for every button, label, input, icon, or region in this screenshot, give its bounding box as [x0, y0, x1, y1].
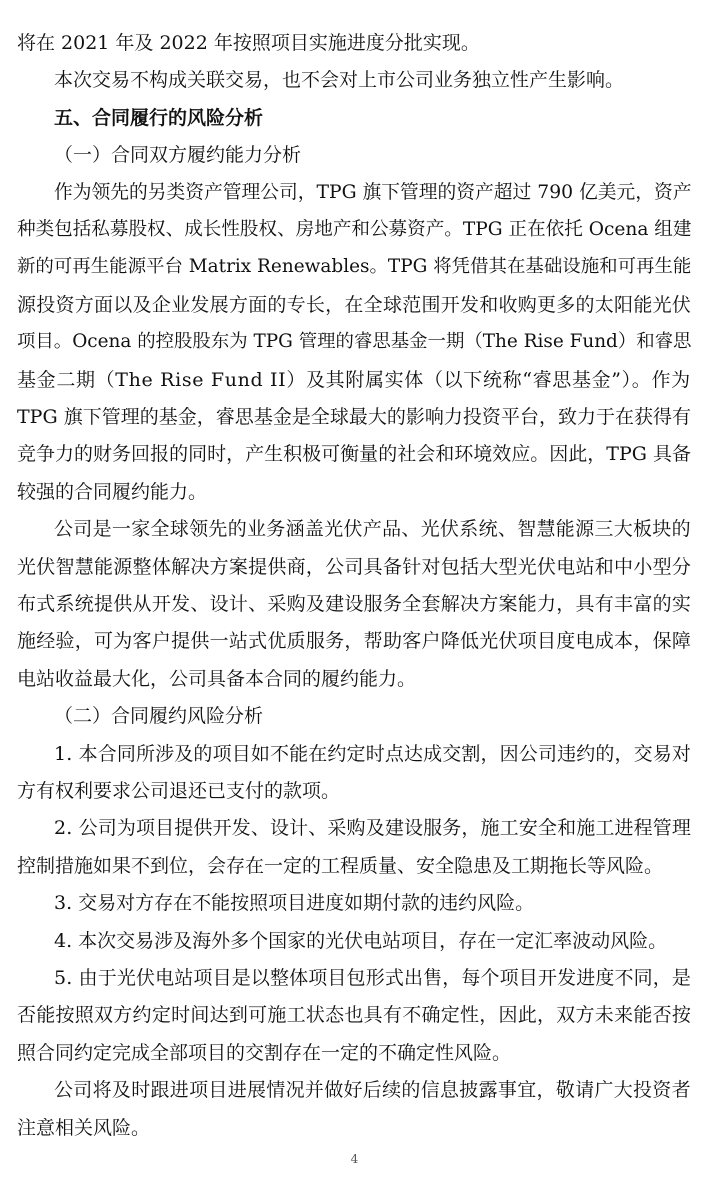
text-line: 2. 公司为项目提供开发、设计、采购及建设服务，施工安全和施工进程管理: [54, 817, 692, 839]
text-line: 公司将及时跟进项目进展情况并做好后续的信息披露事宜，敬请广大投资者: [54, 1079, 691, 1101]
text-line: 将在 2021 年及 2022 年按照项目实施进度分批实现。: [17, 32, 480, 54]
text-line: 源投资方面以及企业发展方面的专长，在全球范围开发和收购更多的太阳能光伏: [17, 294, 692, 316]
text-line: 照合同约定完成全部项目的交割存在一定的不确定性风险。: [17, 1042, 512, 1064]
text-line: 布式系统提供从开发、设计、采购及建设服务全套解决方案能力，具有丰富的实: [17, 593, 692, 615]
text-line: 5. 由于光伏电站项目是以整体项目包形式出售，每个项目开发进度不同，是: [54, 967, 692, 989]
text-line: 较强的合同履约能力。: [17, 481, 208, 503]
text-line: 施经验，可为客户提供一站式优质服务，帮助客户降低光伏项目度电成本，保障: [17, 630, 692, 652]
text-line: 基金二期（The Rise Fund II）及其附属实体（以下统称“睿思基金”）。作为: [17, 369, 691, 391]
text-line: （二）合同履约风险分析: [54, 705, 264, 727]
text-line: 1. 本合同所涉及的项目如不能在约定时点达成交割，因公司违约的，交易对: [54, 743, 692, 765]
text-line: 光伏智慧能源整体解决方案提供商，公司具备针对包括大型光伏电站和中小型分: [17, 556, 692, 578]
page-number: 4: [350, 1152, 359, 1166]
text-line: 竞争力的财务回报的同时，产生积极可衡量的社会和环境效应。因此，TPG 具备: [17, 443, 692, 465]
text-line: 控制措施如果不到位，会存在一定的工程质量、安全隐患及工期拖长等风险。: [17, 855, 664, 877]
text-line: 公司是一家全球领先的业务涵盖光伏产品、光伏系统、智慧能源三大板块的: [54, 518, 691, 540]
text-line: 否能按照双方约定时间达到可施工状态也具有不确定性，因此，双方未来能否按: [17, 1004, 692, 1026]
text-line: 方有权利要求公司退还已支付的款项。: [17, 780, 341, 802]
text-line: 注意相关风险。: [17, 1117, 151, 1139]
text-line: 新的可再生能源平台 Matrix Renewables。TPG 将凭借其在基础设施和可再生能: [17, 256, 692, 277]
text-line: TPG 旗下管理的基金，睿思基金是全球最大的影响力投资平台，致力于在获得有: [17, 406, 692, 428]
text-line: 电站收益最大化，公司具备本合同的履约能力。: [17, 668, 417, 690]
text-line: 本次交易不构成关联交易，也不会对上市公司业务独立性产生影响。: [54, 69, 625, 91]
text-line: 4. 本次交易涉及海外多个国家的光伏电站项目，存在一定汇率波动风险。: [54, 930, 668, 952]
text-line: 3. 交易对方存在不能按照项目进度如期付款的违约风险。: [54, 892, 535, 914]
text-line: 项目。Ocena 的控股股东为 TPG 管理的睿思基金一期（The Rise Fund）和睿思: [17, 331, 692, 352]
section-heading: 五、合同履行的风险分析: [54, 107, 264, 129]
text-line: 种类包括私募股权、成长性股权、房地产和公募资产。TPG 正在依托 Ocena 组建: [17, 219, 692, 240]
text-line: （一）合同双方履约能力分析: [54, 144, 302, 166]
text-line: 作为领先的另类资产管理公司，TPG 旗下管理的资产超过 790 亿美元，资产: [54, 182, 692, 203]
